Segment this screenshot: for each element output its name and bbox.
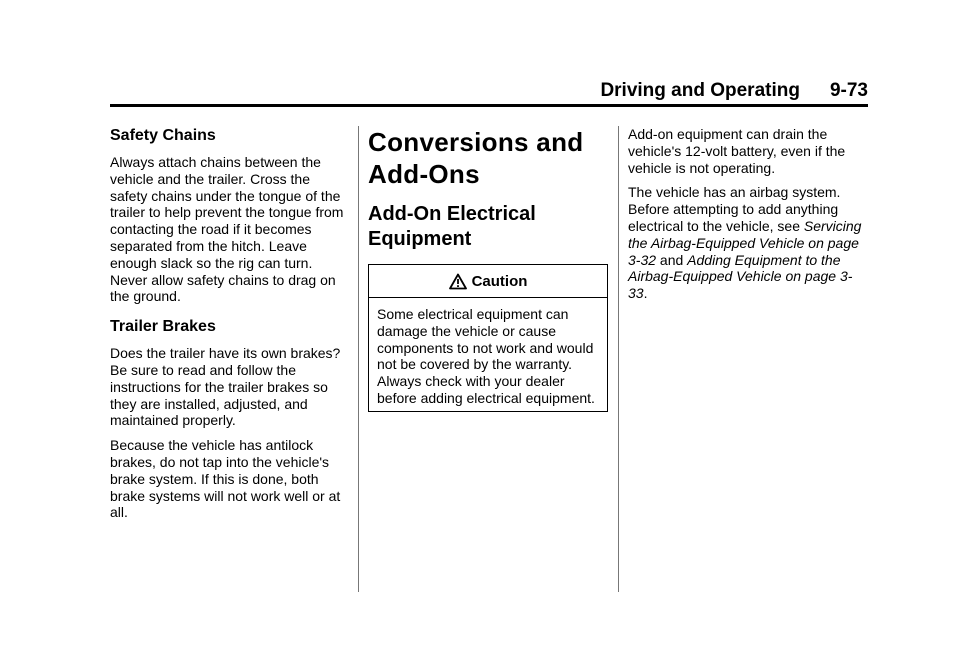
heading-trailer-brakes: Trailer Brakes	[110, 318, 216, 336]
period: .	[643, 285, 648, 302]
paragraph-trailer-brakes-2: Because the vehicle has antilock brakes, do not tap into the vehicle's brake system. If this is done, both brake systems will not work well or at all.	[110, 437, 341, 521]
column-divider	[618, 126, 619, 592]
page-number: 9-73	[829, 80, 868, 101]
column-right	[628, 126, 868, 310]
warning-icon	[449, 273, 467, 290]
page-header	[110, 80, 868, 107]
and-text: and	[659, 251, 684, 268]
link-adding-equipment[interactable]: Adding Equipment to the Airbag-Equipped Vehicle on page 3-33	[628, 251, 853, 302]
caution-body	[369, 298, 607, 411]
column-left	[110, 126, 350, 529]
column-middle	[368, 126, 608, 412]
paragraph-safety-chains: Always attach chains between the vehicle and the trailer. Cross the safety chains under the tongue of the trailer to help prevent the tongue from contacting the road if it becomes separated from the hitch. Leave enough slack so the rig can turn. Never allow safety chains to drag on the ground.	[110, 154, 344, 305]
paragraph-trailer-brakes-1: Does the trailer have its own brakes? Be sure to read and follow the instructions for the trailer brakes so they are installed, adjusted, and maintained properly.	[110, 345, 341, 429]
column-divider	[358, 126, 359, 592]
caution-header	[369, 265, 607, 298]
heading-add-on-electrical: Add-On Electrical Equipment	[368, 203, 536, 250]
caution-text: Some electrical equipment can damage the vehicle or cause components to not work and would not be covered by the warranty. Always check with your dealer before adding electrical equipment.	[377, 306, 595, 406]
section-title: Driving and Operating	[600, 80, 800, 101]
link-servicing-airbag[interactable]: Servicing the Airbag-Equipped Vehicle on page 3-32	[628, 217, 862, 268]
paragraph-airbag	[628, 184, 868, 302]
paragraph-battery-drain: Add-on equipment can drain the vehicle's 12-volt battery, even if the vehicle is not operating.	[628, 126, 846, 176]
airbag-text: The vehicle has an airbag system. Before attempting to add anything electrical to the vehicle, see	[628, 184, 841, 234]
heading-safety-chains: Safety Chains	[110, 127, 216, 144]
caution-title: Caution	[471, 272, 528, 290]
heading-conversions-add-ons: Conversions and Add-Ons	[368, 127, 584, 189]
caution-box	[368, 264, 608, 412]
